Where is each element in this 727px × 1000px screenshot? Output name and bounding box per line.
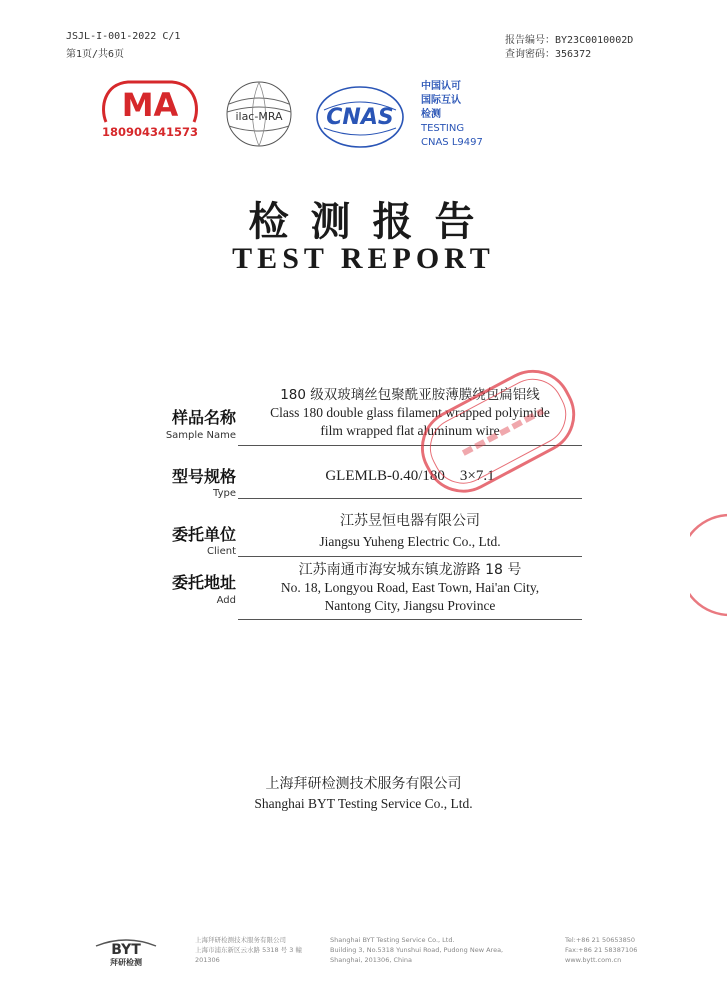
add-value-en2: Nantong City, Jiangsu Province (324, 598, 496, 613)
footer-col-cn (195, 935, 302, 965)
cnas-line: 国际互认 (421, 95, 461, 106)
client-label-en: Client (207, 546, 236, 557)
footer-line: 201306 (195, 956, 220, 964)
cnas-caption (421, 80, 483, 150)
cma-logo (100, 78, 200, 140)
client-value-cn: 江苏昱恒电器有限公司 (340, 513, 480, 529)
cnas-line: 中国认可 (421, 81, 461, 92)
cnas-letters: CNAS (326, 105, 394, 130)
sample-label-en: Sample Name (165, 430, 236, 441)
ilac-text: ilac-MRA (235, 110, 283, 123)
title-cn: 检测报告 (248, 198, 497, 245)
type-value: GLEMLB-0.40/180 3×7.1 (325, 468, 495, 484)
add-label-en: Add (216, 595, 236, 606)
add-value-en1: No. 18, Longyou Road, East Town, Hai'an City, (280, 580, 540, 595)
footer-website: www.bytt.com.cn (565, 956, 622, 964)
query-code-value: 356372 (555, 49, 592, 60)
query-code-label: 查询密码： (505, 49, 555, 60)
footer-line: Shanghai, 201306, China (330, 956, 413, 964)
company-name-en: Shanghai BYT Testing Service Co., Ltd. (254, 796, 473, 811)
footer-line: Building 3, No.5318 Yunshui Road, Pudong New Area, (330, 946, 504, 954)
report-no (505, 31, 633, 46)
add-value-cn: 江苏南通市海安城东镇龙游路 18 号 (298, 562, 522, 578)
company-name-cn: 上海拜研检测技术服务有限公司 (265, 776, 462, 792)
footer-line: Shanghai BYT Testing Service Co., Ltd. (330, 936, 455, 944)
footer-line: 上海市浦东新区云水路 5318 号 3 幢 (195, 946, 302, 954)
client-label-cn: 委托单位 (171, 525, 236, 544)
byt-logo-sub: 拜研检测 (110, 958, 142, 966)
sample-value-en1: Class 180 double glass filament wrapped polyimide (270, 405, 550, 420)
seal-stamp-icon (400, 362, 600, 512)
footer-col-en (330, 935, 503, 965)
add-label-cn: 委托地址 (171, 573, 236, 592)
type-label-cn: 型号规格 (171, 467, 236, 486)
footer-col-contact (565, 935, 637, 965)
ilac-mra-logo (216, 78, 302, 150)
doc-code: JSJL-I-001-2022 C/1 (66, 31, 181, 42)
add-value (238, 561, 582, 615)
client-value-en: Jiangsu Yuheng Electric Co., Ltd. (319, 534, 501, 549)
ma-number: 180904341573 (101, 125, 199, 139)
sample-value-cn: 180 级双玻璃丝包聚酰亚胺薄膜绕包扁铝线 (280, 387, 540, 403)
client-value (238, 512, 582, 551)
divider (238, 556, 582, 557)
byt-logo-text: BYT (111, 942, 141, 958)
footer-fax: Fax:+86 21 58387106 (565, 946, 638, 954)
edge-stamp-icon (690, 510, 727, 620)
byt-footer-logo (92, 934, 160, 966)
report-no-label: 报告编号： (505, 35, 555, 46)
title-en: TEST REPORT (232, 242, 495, 275)
type-label-en: Type (213, 488, 236, 499)
page-count: 第1页/共6页 (66, 49, 125, 60)
footer-line: 上海拜研检测技术服务有限公司 (195, 936, 286, 944)
cnas-line: CNAS L9497 (421, 137, 483, 148)
sample-value-en2: film wrapped flat aluminum wire (320, 423, 500, 438)
sample-label-cn: 样品名称 (171, 408, 236, 427)
report-no-value: BY23C0010002D (555, 35, 634, 46)
query-code (505, 45, 591, 60)
footer-tel: Tel:+86 21 50653850 (565, 936, 636, 944)
divider (238, 619, 582, 620)
cnas-line: 检测 (421, 109, 441, 120)
ma-letters: MA (121, 86, 179, 124)
cnas-line: TESTING (421, 123, 465, 134)
cnas-logo (314, 84, 406, 150)
